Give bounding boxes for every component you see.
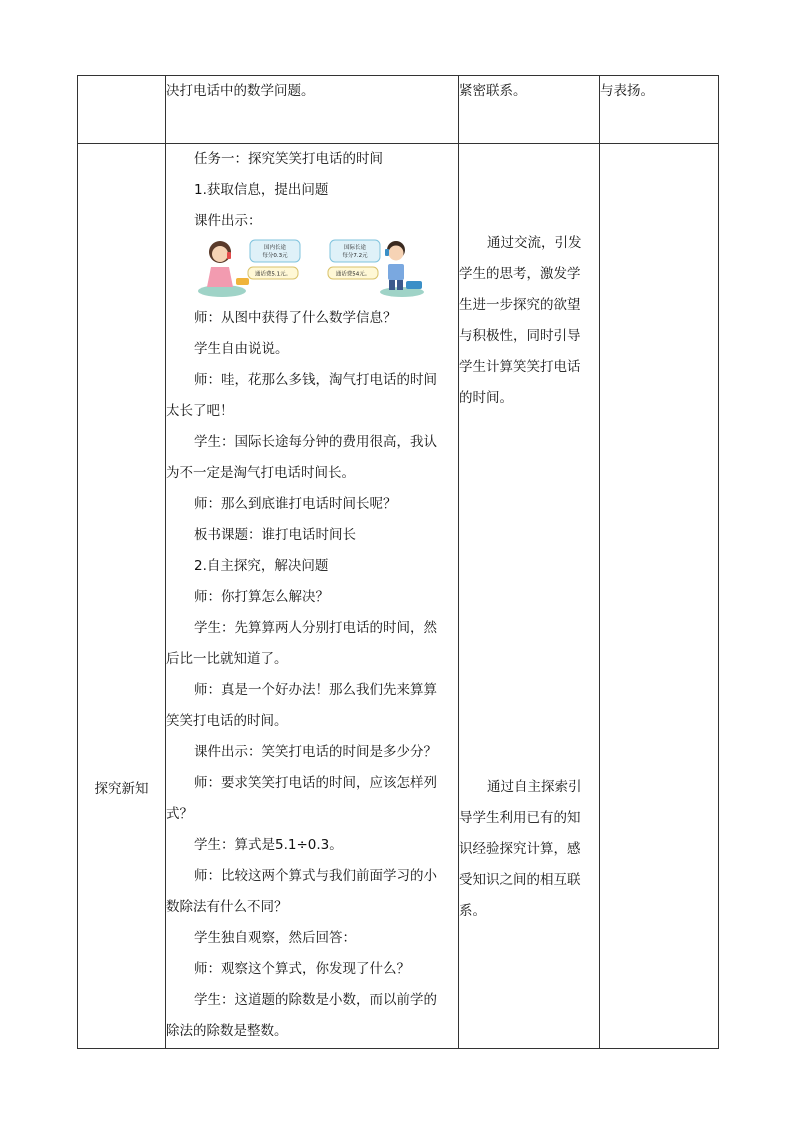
boy-face [389,246,404,261]
table-row [78,144,719,1049]
design-spacer [459,414,599,772]
phone-receiver-left [227,252,231,259]
girl-dress [207,267,233,287]
remark-cell [600,76,719,144]
process-line: 师：比较这两个算式与我们前面学习的小 [194,868,437,884]
design-text: 紧密联系。 [459,83,527,99]
bubble-right-rate: 每分7.2元 [342,253,368,259]
process-line: 学生：先算算两人分别打电话的时间，然 [194,620,437,636]
telephone-right [406,281,422,289]
design-cell [459,76,600,144]
stage-cell-empty [78,76,166,144]
process-line: 师：哇，花那么多钱，淘气打电话的时间 [194,372,437,388]
design-cell [459,144,600,1049]
design-note-line: 学生的思考，激发学 [459,266,581,282]
process-line: 后比一比就知道了。 [166,651,288,667]
process-line: 师：要求笑笑打电话的时间，应该怎样列 [194,775,437,791]
process-line: 师：真是一个好办法！那么我们先来算算 [194,682,437,698]
design-note-line: 通过交流，引发 [487,235,582,251]
design-note-line: 与积极性，同时引导 [459,328,581,344]
design-note-line: 通过自主探索引 [487,779,582,795]
bubble-right-title: 国际长途 [343,245,367,251]
telephone-left [236,278,249,285]
process-line: 学生：算式是5.1÷0.3。 [194,837,343,853]
process-line: 课件出示： [194,213,262,229]
process-line: 除法的除数是整数。 [166,1023,288,1039]
process-line: 学生：国际长途每分钟的费用很高，我认 [194,434,437,450]
stage-cell [78,144,166,1049]
process-cell [166,76,459,144]
lesson-plan-table [77,75,719,1049]
phone-call-illustration [192,237,432,301]
design-note-line: 导学生利用已有的知 [459,810,581,826]
process-line: 师：观察这个算式，你发现了什么？ [194,961,410,977]
process-line: 师：从图中获得了什么数学信息？ [194,310,397,326]
design-spacer [459,144,599,228]
design-note-line: 识经验探究计算，感 [459,841,581,857]
bubble-left-rate: 每分0.3元 [262,253,288,259]
process-line: 学生独自观察，然后回答： [194,930,356,946]
cost-right: 通话费54元。 [335,271,371,278]
boy-leg-left [389,280,395,290]
process-line: 太长了吧！ [166,403,234,419]
table-row [78,76,719,144]
process-line: 课件出示：笑笑打电话的时间是多少分？ [194,744,437,760]
process-line: 数除法有什么不同？ [166,899,288,915]
process-line: 式？ [166,806,193,822]
boy-shirt [388,264,404,280]
courseware-illustration [192,237,432,301]
remark-text: 与表扬。 [600,83,654,99]
design-note-line: 学生计算笑笑打电话 [459,359,581,375]
design-note-line: 受知识之间的相互联 [459,872,581,888]
process-line: 2.自主探究，解决问题 [194,558,329,574]
design-note-line: 生进一步探究的欲望 [459,297,581,313]
process-line: 师：那么到底谁打电话时间长呢？ [194,496,397,512]
design-note-line: 的时间。 [459,390,513,406]
process-cell [166,144,459,1049]
process-line: 学生：这道题的除数是小数，而以前学的 [194,992,437,1008]
cost-left: 通话费5.1元。 [254,271,292,278]
process-line: 任务一：探究笑笑打电话的时间 [194,151,383,167]
girl-face [212,246,228,262]
process-line: 为不一定是淘气打电话时间长。 [166,465,355,481]
process-line: 学生自由说说。 [194,341,289,357]
design-note-line: 系。 [459,903,486,919]
phone-receiver-right [385,249,389,256]
bubble-left-title: 国内长途 [263,245,287,251]
process-line: 1.获取信息，提出问题 [194,182,329,198]
process-line: 板书课题：谁打电话时间长 [194,527,356,543]
process-text: 决打电话中的数学问题。 [166,83,315,99]
stage-label: 探究新知 [94,780,149,797]
boy-leg-right [397,280,403,290]
process-line: 师：你打算怎么解决？ [194,589,329,605]
remark-cell [600,144,719,1049]
process-line: 笑笑打电话的时间。 [166,713,288,729]
